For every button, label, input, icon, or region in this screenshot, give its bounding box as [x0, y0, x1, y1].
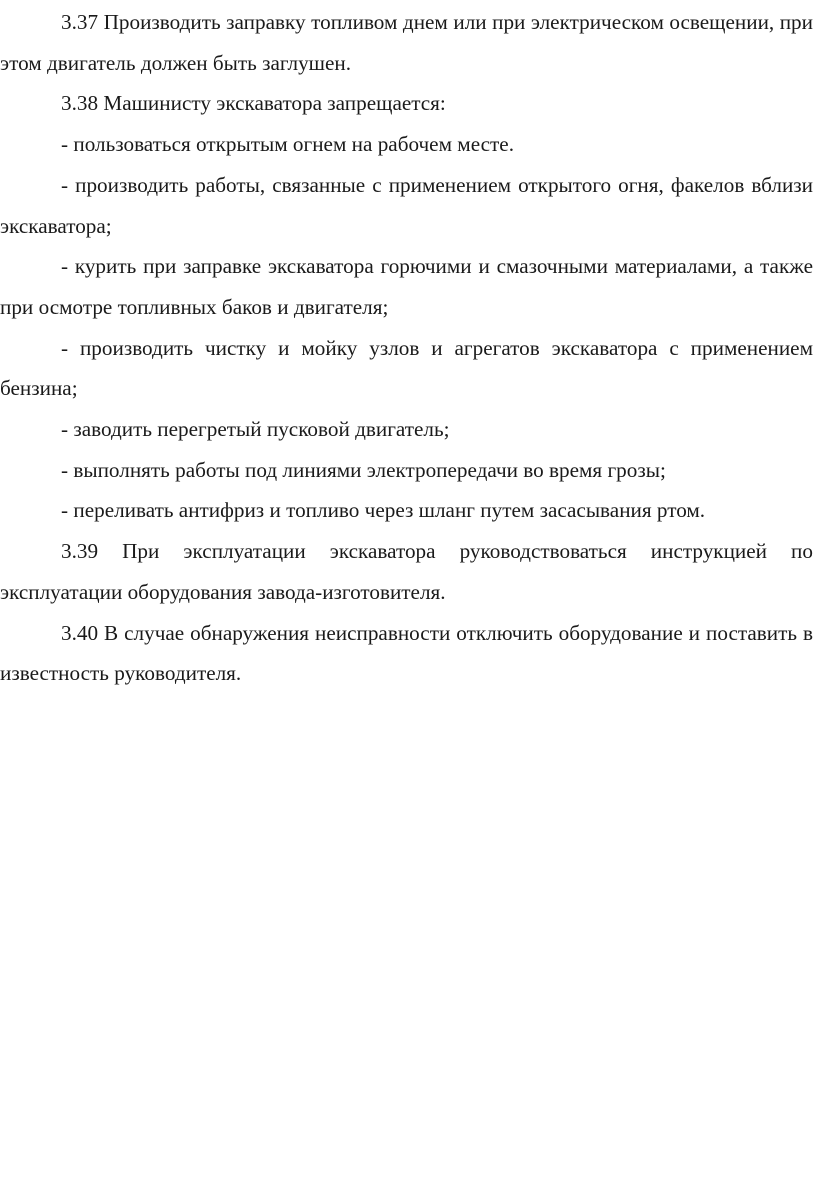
list-item-overheated-engine: - заводить перегретый пусковой двигатель;: [61, 417, 450, 442]
paragraph-3-40: 3.40 В случае обнаружения неисправности отключить оборудование и поставить в известность руководителя.: [0, 620, 813, 686]
paragraph-3-39: 3.39 При эксплуатации экскаватора руководствоваться инструкцией по эксплуатации оборудования завода-изготовителя.: [0, 539, 813, 604]
list-item-power-lines: - выполнять работы под линиями электропередачи во время грозы;: [61, 457, 666, 482]
paragraph-3-37: 3.37 Производить заправку топливом днем или при электрическом освещении, при этом двигатель должен быть заглушен.: [0, 10, 813, 75]
list-item-torches: - производить работы, связанные с применением открытого огня, факелов вблизи экскаватора;: [0, 172, 813, 238]
list-item-siphoning: - переливать антифриз и топливо через шланг путем засасывания ртом.: [61, 498, 706, 523]
paragraph-3-38: 3.38 Машинисту экскаватора запрещается:: [61, 91, 446, 116]
list-item-cleaning: - производить чистку и мойку узлов и агрегатов экскаватора с применением бензина;: [0, 335, 813, 401]
list-item-open-fire: - пользоваться открытым огнем на рабочем месте.: [61, 132, 514, 157]
list-item-smoking: - курить при заправке экскаватора горючими и смазочными материалами, а также при осмотре топливных баков и двигателя;: [0, 254, 813, 319]
